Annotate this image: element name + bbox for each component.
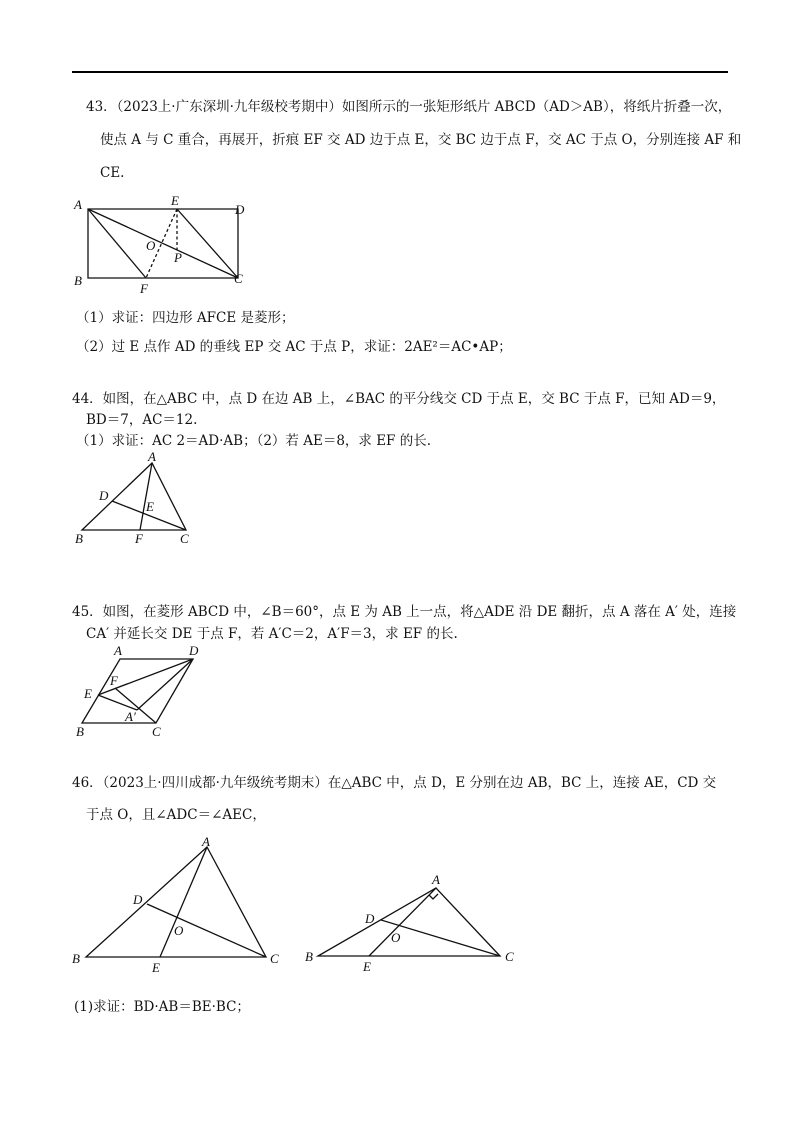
q43-rectangle-figure bbox=[70, 192, 260, 300]
label-A: A bbox=[432, 872, 440, 887]
label-A: A bbox=[114, 643, 122, 658]
q43-line3: CE. bbox=[100, 165, 125, 181]
label-E: E bbox=[363, 959, 371, 974]
segment-ae bbox=[160, 847, 207, 957]
label-E: E bbox=[84, 686, 92, 701]
label-F: F bbox=[110, 673, 118, 688]
q46-line1: 46．（2023上·四川成都·九年级统考期末）在△ABC 中，点 D，E 分别在边 AB，BC 上，连接 AE，CD 交 bbox=[72, 775, 717, 791]
q45-line2: CA′ 并延长交 DE 于点 F，若 A′C＝2，A′F＝3，求 EF 的长. bbox=[86, 626, 458, 642]
label-C: C bbox=[152, 724, 161, 739]
label-F: F bbox=[135, 531, 143, 546]
label-O: O bbox=[391, 930, 401, 945]
label-B: B bbox=[75, 531, 83, 546]
triangle-abc bbox=[86, 847, 266, 957]
q44-line1: 44．如图，在△ABC 中，点 D 在边 AB 上，∠BAC 的平分线交 CD 于点 E，交 BC 于点 F，已知 AD＝9， bbox=[72, 391, 726, 407]
label-D: D bbox=[189, 643, 199, 658]
label-B: B bbox=[305, 949, 313, 964]
q45-rhombus-figure bbox=[70, 643, 210, 739]
q45-line1: 45．如图，在菱形 ABCD 中，∠B＝60°，点 E 为 AB 上一点，将△ADE 沿 DE 翻折，点 A 落在 A′ 处，连接 bbox=[72, 604, 737, 620]
label-A: A bbox=[74, 197, 82, 212]
header-rule bbox=[72, 71, 728, 73]
triangle-abc bbox=[82, 463, 186, 530]
label-E: E bbox=[152, 960, 160, 975]
triangle-abc bbox=[318, 888, 500, 956]
q44-line2: BD＝7，AC＝12. bbox=[86, 412, 198, 428]
segment-cd bbox=[147, 904, 266, 957]
label-E: E bbox=[171, 193, 179, 208]
right-angle-mark bbox=[429, 894, 438, 899]
label-C: C bbox=[270, 951, 279, 966]
segment-ce bbox=[177, 209, 238, 278]
label-B: B bbox=[74, 273, 82, 288]
label-A: A bbox=[148, 450, 156, 464]
q46-line2: 于点 O，且∠ADC＝∠AEC， bbox=[86, 807, 266, 823]
label-E: E bbox=[146, 499, 154, 514]
q43-line2: 使点 A 与 C 重合，再展开，折痕 EF 交 AD 边于点 E，交 BC 边于点 F，交 AC 于点 O，分别连接 AF 和 bbox=[100, 132, 742, 148]
q44-line3: （1）求证：AC 2＝AD·AB；（2）若 AE＝8，求 EF 的长. bbox=[76, 433, 432, 449]
label-P: P bbox=[174, 250, 182, 265]
q43-part1: （1）求证：四边形 AFCE 是菱形； bbox=[76, 310, 295, 326]
label-A: A bbox=[202, 834, 210, 849]
diagonal-ac bbox=[88, 209, 238, 278]
label-C: C bbox=[505, 949, 514, 964]
label-D: D bbox=[99, 488, 109, 503]
label-D: D bbox=[235, 202, 245, 217]
segment-ae bbox=[369, 888, 436, 956]
q46-part1: (1)求证：BD·AB＝BE·BC； bbox=[74, 999, 250, 1015]
label-C: C bbox=[234, 271, 243, 286]
q44-triangle-figure bbox=[70, 450, 200, 546]
q46-figure-1 bbox=[66, 832, 296, 977]
label-B: B bbox=[72, 951, 80, 966]
label-C: C bbox=[180, 531, 189, 546]
label-D: D bbox=[133, 892, 143, 907]
q43-part2: （2）过 E 点作 AD 的垂线 EP 交 AC 于点 P，求证：2AE²＝AC•AP； bbox=[76, 339, 512, 355]
label-D: D bbox=[365, 911, 375, 926]
rhombus-abcd bbox=[82, 659, 193, 723]
label-O: O bbox=[174, 923, 184, 938]
label-F: F bbox=[140, 281, 148, 296]
q43-line1: 43．（2023上·广东深圳·九年级校考期中）如图所示的一张矩形纸片 ABCD（AD＞AB），将纸片折叠一次， bbox=[86, 99, 732, 115]
label-A-prime: A′ bbox=[125, 709, 136, 724]
label-O: O bbox=[146, 238, 156, 253]
segment-af bbox=[88, 209, 146, 278]
q46-figure-2 bbox=[300, 868, 530, 978]
label-B: B bbox=[76, 724, 84, 739]
segment-da-prime bbox=[137, 659, 193, 710]
